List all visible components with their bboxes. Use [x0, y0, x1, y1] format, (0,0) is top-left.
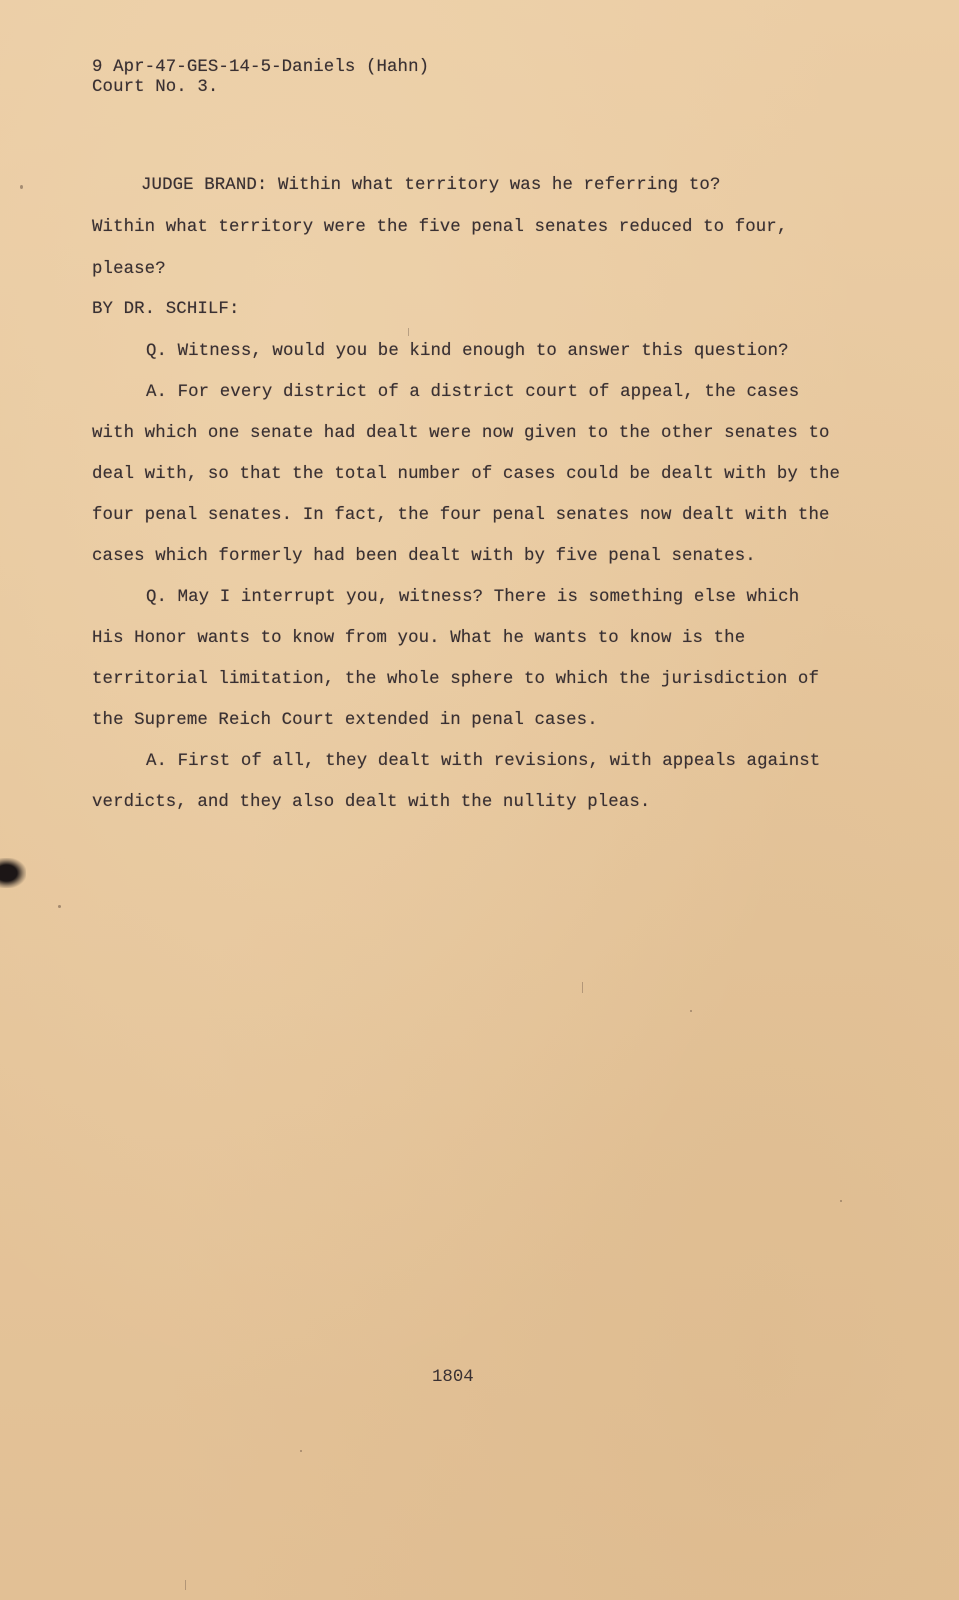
paper-speck [840, 1200, 842, 1202]
header-case-reference: 9 Apr-47-GES-14-5-Daniels (Hahn) [92, 58, 430, 77]
text-line: please? [92, 260, 166, 279]
text-line-judge-brand: JUDGE BRAND: Within what territory was he referring to? [141, 176, 721, 195]
text-line: His Honor wants to know from you. What he wants to know is the [92, 629, 746, 648]
text-line: verdicts, and they also dealt with the nullity pleas. [92, 793, 651, 812]
paper-scratch [582, 982, 583, 993]
text-line: territorial limitation, the whole sphere to which the jurisdiction of [92, 670, 819, 689]
page-number: 1804 [432, 1368, 474, 1387]
paper-scratch [185, 1580, 186, 1590]
examiner-heading: BY DR. SCHILF: [92, 300, 240, 319]
question-line: Q. May I interrupt you, witness? There is something else which [146, 588, 800, 607]
answer-line: A. First of all, they dealt with revisions, with appeals against [146, 752, 821, 771]
text-line: with which one senate had dealt were now given to the other senates to [92, 424, 830, 443]
paper-speck [300, 1450, 302, 1452]
text-line: cases which formerly had been dealt with by five penal senates. [92, 547, 756, 566]
text-line: four penal senates. In fact, the four penal senates now dealt with the [92, 506, 830, 525]
text-line: deal with, so that the total number of cases could be dealt with by the [92, 465, 841, 484]
answer-line: A. For every district of a district court of appeal, the cases [146, 383, 800, 402]
header-court-number: Court No. 3. [92, 78, 219, 97]
text-line: Within what territory were the five penal senates reduced to four, [92, 218, 788, 237]
paper-speck [690, 1010, 692, 1012]
binding-hole-mark [0, 858, 26, 888]
text-line: the Supreme Reich Court extended in penal cases. [92, 711, 598, 730]
paper-scratch [408, 328, 409, 336]
paper-speck [58, 905, 61, 908]
paper-speck [20, 185, 23, 189]
question-line: Q. Witness, would you be kind enough to answer this question? [146, 342, 789, 361]
